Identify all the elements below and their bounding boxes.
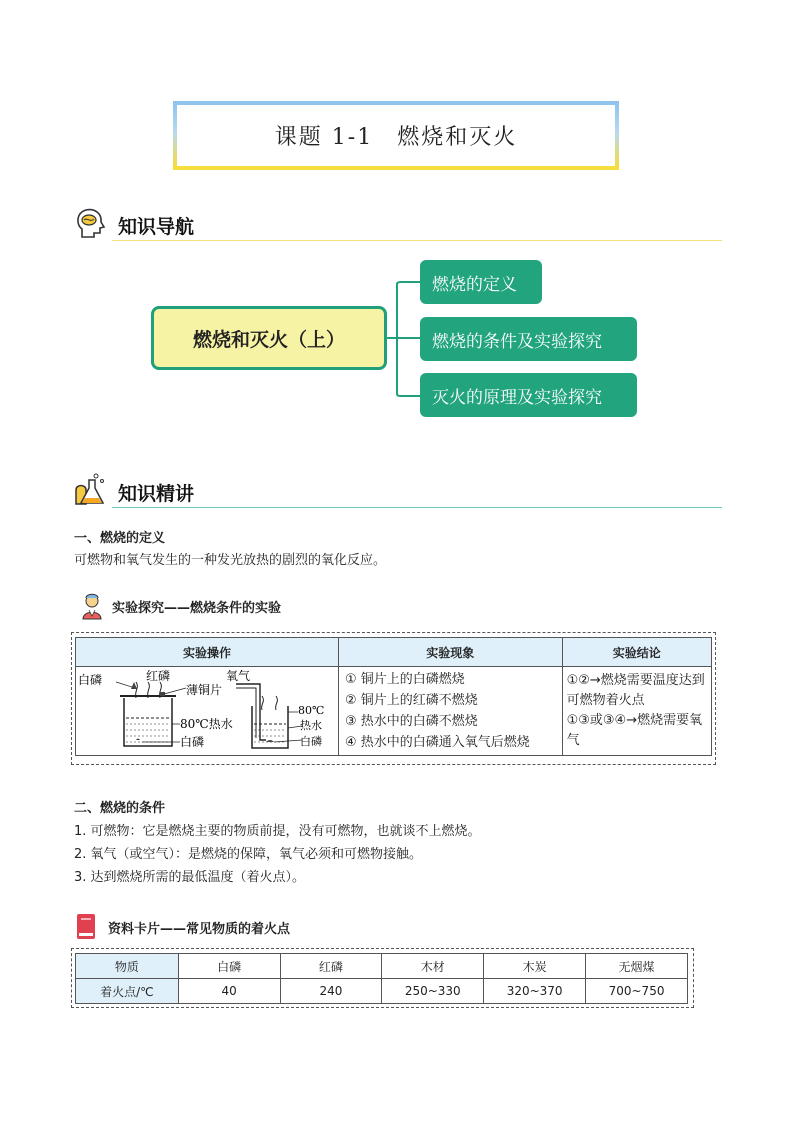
ignition-table: [75, 953, 688, 1004]
cell-substance-label: 物质: [76, 954, 179, 979]
mindmap-connectors: [385, 270, 425, 410]
experiment-table-frame: [71, 632, 716, 765]
ignition-header-row: [76, 954, 688, 979]
mindmap-branch-label: 燃烧的条件及实验探究: [432, 331, 602, 352]
knowledge-section-divider: [112, 507, 722, 508]
phenomenon-3: ③ 热水中的白磷不燃烧: [345, 714, 478, 729]
label-temp-2: 80℃: [298, 704, 325, 717]
part2-item-1: 1. 可燃物：它是燃烧主要的物质前提，没有可燃物，也就谈不上燃烧。: [74, 824, 481, 839]
experiment-header-row: [76, 638, 712, 667]
label-hot-water-2: 热水: [300, 719, 322, 732]
lesson-title: 课题 1-1 燃烧和灭火: [274, 125, 518, 150]
experiment-phenomena-cell: [339, 667, 563, 756]
label-copper-sheet: 薄铜片: [186, 683, 223, 697]
flask-icon: [72, 472, 108, 508]
conclusion-1: ①②→燃烧需要温度达到可燃物着火点: [566, 673, 705, 708]
part1-heading: 一、燃烧的定义: [74, 531, 166, 546]
scientist-icon: [78, 592, 106, 620]
header-operation: 实验操作: [76, 638, 339, 667]
label-white-p-top: 白磷: [78, 673, 103, 687]
card-heading-text: 资料卡片——常见物质的着火点: [108, 922, 291, 937]
lesson-title-box: [173, 101, 619, 170]
mindmap-branch-label: 燃烧的定义: [432, 274, 517, 295]
knowledge-section-header: [72, 470, 722, 510]
cell-white-p-value: 40: [178, 979, 280, 1004]
nav-section-divider: [112, 240, 722, 241]
nav-section-header: [72, 203, 722, 243]
mindmap-root: [151, 306, 387, 370]
label-white-p-2: 白磷: [300, 735, 322, 748]
conclusion-2: ①③或③④→燃烧需要氧气: [566, 713, 703, 748]
label-white-p-bottom: 白磷: [180, 735, 205, 749]
experiment-heading-text: 实验探究——燃烧条件的实验: [112, 601, 282, 616]
part2-item-3: 3. 达到燃烧所需的最低温度（着火点）。: [74, 870, 306, 885]
phenomenon-1: ① 铜片上的白磷燃烧: [345, 672, 465, 687]
cell-ignition-label: 着火点/℃: [76, 979, 179, 1004]
cell-anthracite: 无烟煤: [586, 954, 688, 979]
cell-wood-value: 250~330: [382, 979, 484, 1004]
label-hot-water: 80℃热水: [180, 717, 233, 731]
header-conclusion: 实验结论: [562, 638, 711, 667]
header-phenomenon: 实验现象: [339, 638, 563, 667]
experiment-table: [75, 637, 712, 756]
experiment-body-row: [76, 667, 712, 756]
cell-red-p-value: 240: [280, 979, 382, 1004]
experiment-diagram-cell: [76, 667, 339, 756]
part2-heading: 二、燃烧的条件: [74, 801, 166, 816]
experiment-apparatus-diagram: [76, 668, 338, 754]
part2-item-2: 2. 氧气（或空气）：是燃烧的保障，氧气必须和可燃物接触。: [74, 847, 423, 862]
cell-white-p: 白磷: [178, 954, 280, 979]
cell-red-p: 红磷: [280, 954, 382, 979]
mindmap-root-label: 燃烧和灭火（上）: [192, 328, 345, 351]
cell-anthracite-value: 700~750: [586, 979, 688, 1004]
mindmap-branch-extinguish: [420, 373, 637, 417]
label-red-p: 红磷: [146, 669, 171, 683]
knowledge-section-title: 知识精讲: [118, 483, 195, 505]
book-icon: [74, 913, 98, 941]
brain-head-icon: [72, 205, 108, 241]
label-oxygen: 氧气: [226, 669, 251, 683]
cell-charcoal-value: 320~370: [484, 979, 586, 1004]
ignition-table-frame: [71, 948, 694, 1008]
mindmap-branch-conditions: [420, 317, 637, 361]
experiment-conclusion-cell: [562, 667, 711, 756]
cell-wood: 木材: [382, 954, 484, 979]
cell-charcoal: 木炭: [484, 954, 586, 979]
part1-text: 可燃物和氧气发生的一种发光放热的剧烈的氧化反应。: [74, 553, 387, 568]
mindmap-branch-label: 灭火的原理及实验探究: [432, 387, 602, 408]
phenomenon-4: ④ 热水中的白磷通入氧气后燃烧: [345, 735, 530, 750]
ignition-value-row: [76, 979, 688, 1004]
mindmap-branch-definition: [420, 260, 542, 304]
phenomenon-2: ② 铜片上的红磷不燃烧: [345, 693, 478, 708]
nav-section-title: 知识导航: [118, 216, 195, 238]
